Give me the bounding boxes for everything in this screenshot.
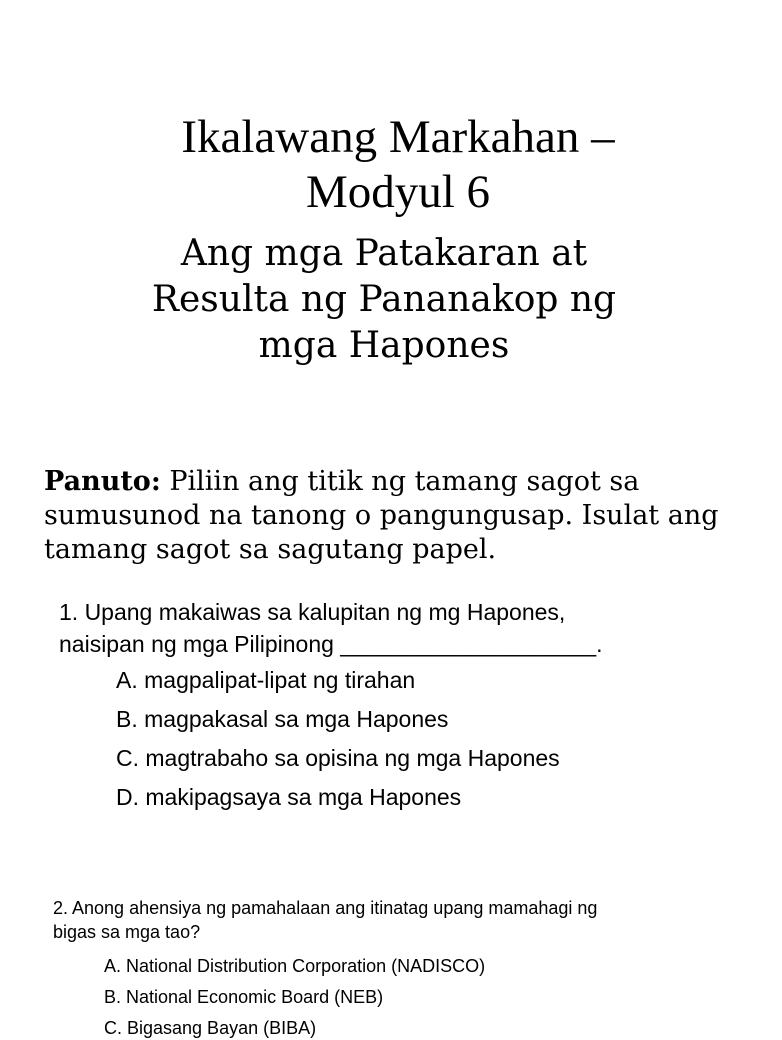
- instructions-text: Piliin ang titik ng tamang sagot sa sumusunod na tanong o pangungusap. Isulat ang tamang sagot sa sagutang papel.: [44, 466, 719, 565]
- question-2-option-c: C. Bigasang Bayan (BIBA): [104, 1018, 317, 1038]
- question-2-line-2: bigas sa mga tao?: [53, 922, 201, 942]
- question-1-line-1: 1. Upang makaiwas sa kalupitan ng mg Hapones,: [59, 599, 566, 625]
- question-1-line-2: naisipan ng mga Pilipinong ____________________.: [59, 631, 603, 657]
- question-2-option-a: A. National Distribution Corporation (NADISCO): [104, 956, 486, 976]
- title-line-1: Ikalawang Markahan –: [181, 111, 615, 163]
- question-2-option-b: B. National Economic Board (NEB): [104, 987, 384, 1007]
- question-1-option-c: C. magtrabaho sa opisina ng mga Hapones: [116, 745, 560, 771]
- subtitle-line-2: Resulta ng Pananakop ng: [151, 279, 617, 320]
- question-1: [59, 596, 603, 660]
- subtitle-line-3: mga Hapones: [258, 325, 510, 366]
- instructions: [44, 465, 744, 567]
- question-1-option-a: A. magpalipat-lipat ng tirahan: [116, 667, 416, 693]
- instructions-label: Panuto:: [44, 466, 161, 497]
- subtitle-line-1: Ang mga Patakaran at: [180, 233, 588, 274]
- question-2-line-1: 2. Anong ahensiya ng pamahalaan ang itinatag upang mamahagi ng: [53, 898, 598, 918]
- title-line-2: Modyul 6: [305, 166, 491, 218]
- question-1-option-d: D. makipagsaya sa mga Hapones: [116, 784, 462, 810]
- question-2: [53, 896, 597, 944]
- question-1-option-b: B. magpakasal sa mga Hapones: [116, 706, 449, 732]
